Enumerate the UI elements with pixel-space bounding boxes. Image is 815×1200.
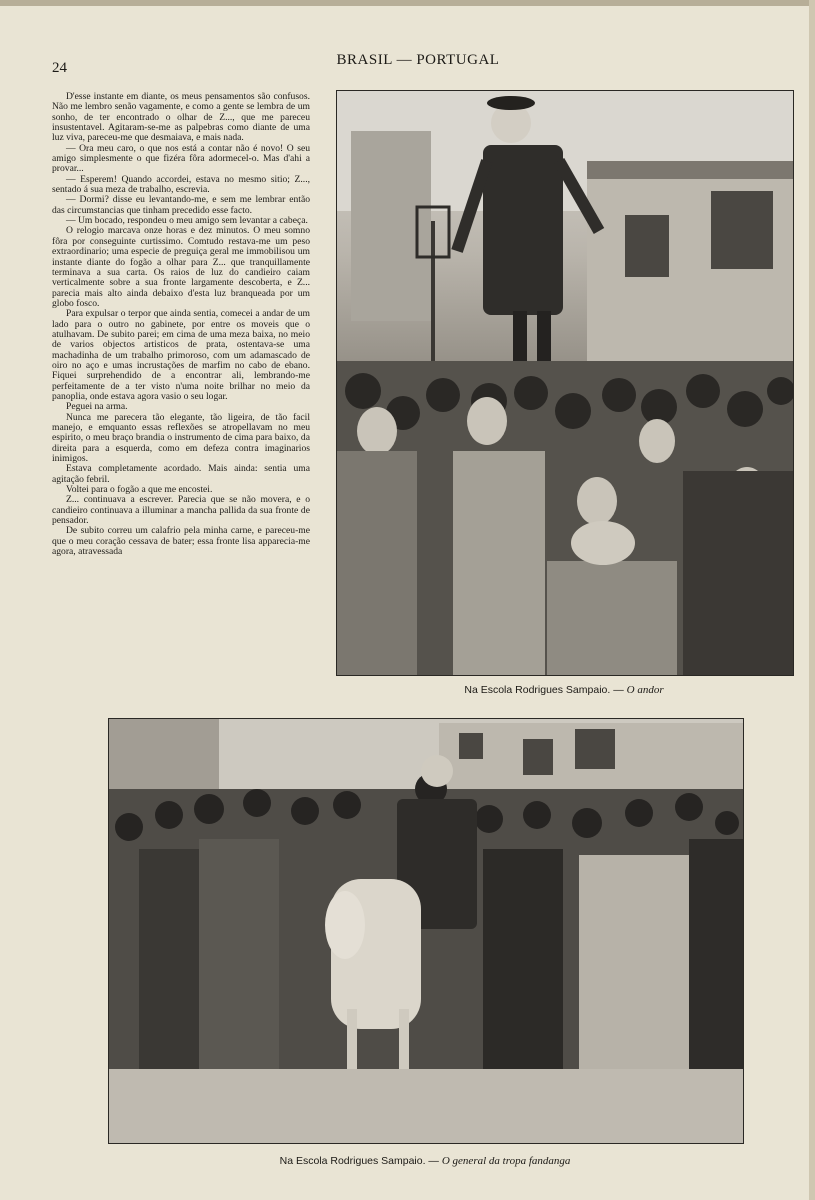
paragraph: Voltei para o fogão a que me encostei.	[66, 484, 213, 496]
caption-title: O general da tropa fandanga	[441, 1155, 571, 1167]
photo-general-illustration	[109, 719, 743, 1143]
caption-prefix: Na Escola Rodrigues Sampaio. —	[464, 684, 627, 696]
page-number: 24	[52, 60, 67, 76]
paragraph: De subito correu um calafrio pela minha carne, e pareceu-me que o meu coração cessava de bater; essa fronte lisa apparecia-me agora, atravessada	[52, 525, 310, 558]
top-rule	[0, 0, 815, 6]
page-edge	[809, 0, 815, 1200]
caption-andor	[336, 684, 792, 696]
paragraph: — Dormi? disse eu levantando-me, e sem me lembrar então das circumstancias que tinham precedido esse facto.	[52, 194, 310, 216]
photo-andor	[336, 90, 794, 676]
paragraph: — Esperem! Quando accordei, estava no mesmo sitio; Z..., sentado á sua meza de trabalho, escrevia.	[52, 173, 310, 196]
paragraph: Peguei na arma.	[66, 401, 128, 413]
caption-general	[108, 1155, 742, 1167]
running-head: BRASIL — PORTUGAL	[336, 52, 500, 68]
caption-title: O andor	[626, 684, 664, 696]
paragraph: — Um bocado, respondeu o meu amigo sem levantar a cabeça.	[66, 215, 308, 227]
photo-andor-illustration	[337, 91, 793, 675]
article-text	[52, 92, 310, 557]
paragraph: Nunca me parecera tão elegante, tão ligeira, de tão facil manejo, e emquanto essas reflexões se atropellavam no meu espirito, o meu braço brandia o instrumento de cima para baixo, da direita para a esquerda, como em defeza contra imaginarios inimigos.	[52, 411, 310, 465]
paragraph: Estava completamente acordado. Mais ainda: sentia uma agitação febril.	[52, 463, 310, 485]
paragraph: D'esse instante em diante, os meus pensamentos são confusos. Não me lembro senão vagamente, e como a gente se lembra de um sonho, de ter encontrado o olhar de Z..., que me pareceu insustentavel. Agitaram-se-me as palpebras como diante de uma luz viva, pareceu-me que desmaiava, e mais nada.	[52, 91, 310, 144]
paragraph: — Ora meu caro, o que nos está a contar não é novo! O seu amigo simplesmente o que fizéra fôra adormecel-o. Mas d'ahi a provar...	[52, 142, 310, 175]
paragraph: Z... continuava a escrever. Parecia que se não movera, e o candieiro continuava a illuminar a mancha pallida da sua fronte de pensador.	[52, 494, 310, 527]
paragraph: Para expulsar o terpor que ainda sentia, comecei a andar de um lado para o outro no gabinete, por entre os moveis que o atulhavam. De subito parei; em cima de uma meza baixa, no meio de varios objectos artisticos de prata, ostentava-se uma machadinha de um trabalho primoroso, com um adamascado de oiro no aço e umas incrustações de marfim no cabo de ebano. Fiquei surprehendido de a encontrar ali, lembrando-me perfeitamente de a ter visto n'uma noite brilhar no meio da panoplia, onde estava agora vasio o seu logar.	[52, 308, 310, 402]
caption-prefix: Na Escola Rodrigues Sampaio. —	[279, 1155, 442, 1167]
photo-general	[108, 718, 744, 1144]
paragraph: O relogio marcava onze horas e dez minutos. O meu somno fôra por conseguinte curtissimo. Comtudo restava-me um peso extraordinario; uma especie de preguiça geral me immobilisou um instante diante do fogão a olhar para Z... que tranquillamente terminava a sua carta. Os raios de luz do candieiro caiam verticalmente sobre a sua fronte largamente descoberta, e Z... parecia mais alto ainda debaixo d'esta luz branqueada por um globo fosco.	[52, 225, 310, 309]
